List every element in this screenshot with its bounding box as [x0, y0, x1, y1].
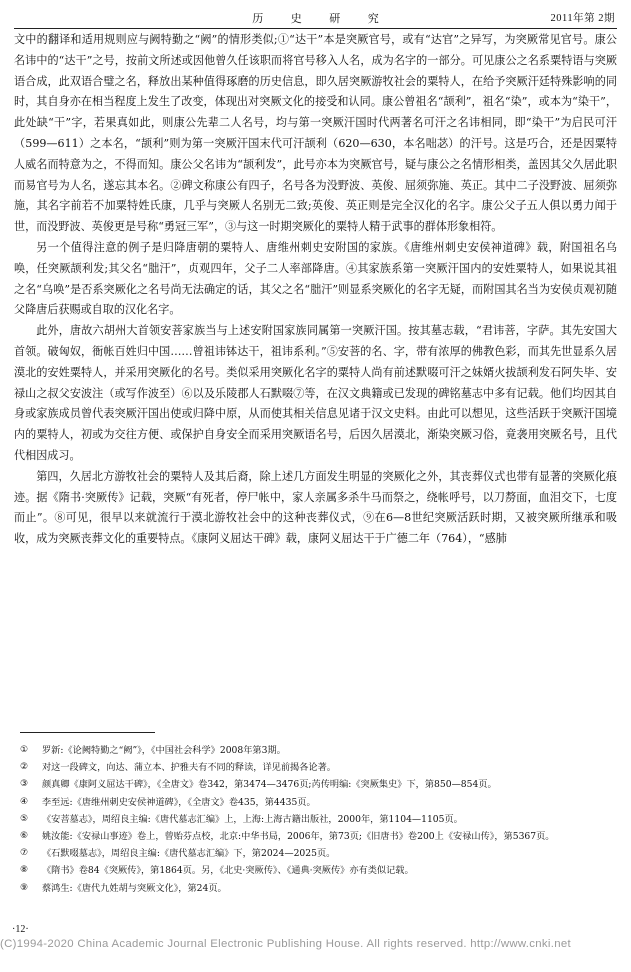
body-paragraph: 文中的翻译和适用规则应与阙特勤之“阙”的情形类似;①“达干”本是突厥官号，或有“达官”之异写，为突厥常见官号。康公名讳中的“达干”之号，按前文所述或因他曾久任该职而将官号移入人名，成为名字的一部分。可见康公之名系粟特语与突厥语合成，此双语合璧之名，释放出某种值得琢磨的历史信息，即久居突厥游牧社会的粟特人，在给予突厥汗廷特殊影响的同时，其自身亦在相当程度上发生了改变，体现出对突厥文化的接受和认同。康公曾祖名“颉利”，祖名“染”，或本为“染干”，此处缺“干”字，若果真如此，则康公先辈二人名号，均与第一突厥汗国时代两著名可汗之名讳相同，即“染干”为启民可汗（599—611）之本名，“颉利”则为第一突厥汗国末代可汗颉利（620—630，本名咄苾）的汗号。这是巧合，还是因粟特人威名而特意为之，不得而知。康公父名讳为“颉利发”，此号亦本为突厥官号，疑与康公之名情形相类，盖因其父久居此职而易官号为人名，遂忘其本名。②碑文称康公有四子，名号各为没野波、英俊、屈须弥施、英正。其中二子没野波、屈须弥施，其名字前若不加粟特姓氏康，几乎与突厥人名别无二致;英俊、英正则是完全汉化的名字。康公父子五人俱以勇力闻于世，而没野波、英俊更是号称“勇冠三军”，③与这一时期突厥化的粟特人精于武事的群体形象相符。 — [14, 33, 617, 234]
footnote-number: ⑥ — [20, 831, 29, 842]
footnote-text: 《隋书》卷84《突厥传》，第1864页。另，《北史·突厥传》、《通典·突厥传》亦有类似记载。 — [42, 865, 414, 877]
footnote-text: 颜真卿《康阿义屈达干碑》，《全唐文》卷342，第3474—3476页;芮传明编:《突厥集史》下，第850—854页。 — [42, 779, 497, 791]
footnote-number: ⑧ — [20, 865, 29, 876]
footnote — [20, 862, 613, 879]
copyright-watermark: (C)1994-2020 China Academic Journal Electronic Publishing House. All rights reserved. http://www.cnki.net — [0, 938, 571, 950]
journal-title: 历 史 研 究 — [252, 12, 391, 25]
footnote-number: ⑤ — [20, 813, 29, 824]
footnote-number: ⑦ — [20, 848, 29, 859]
footnote-number: ② — [20, 762, 29, 773]
footnote — [20, 880, 613, 897]
footnote-text: 《石默啜墓志》，周绍良主编:《唐代墓志汇编》下，第2024—2025页。 — [42, 848, 336, 860]
footnote-text: 对这一段碑文，向达、蒲立本、护雅夫有不同的释读，详见前揭各论著。 — [42, 762, 336, 774]
issue-number: 2011年第 2期 — [550, 13, 615, 24]
footnote-number: ④ — [20, 796, 29, 807]
footnote-text: 姚汝能:《安禄山事迹》卷上，曾贻芬点校，北京:中华书局，2006年，第73页;《旧唐书》卷200上《安禄山传》，第5367页。 — [42, 831, 555, 843]
footnote-text: 蔡鸿生:《唐代九姓胡与突厥文化》，第24页。 — [42, 882, 227, 894]
footnote — [20, 742, 613, 759]
footnotes — [20, 742, 613, 897]
footnote — [20, 828, 613, 845]
footnote-divider — [20, 732, 155, 733]
footnote-text: 李至远:《唐维州刺史安侯神道碑》，《全唐文》卷435，第4435页。 — [42, 796, 316, 808]
footnote-text: 罗新:《论阙特勤之“阙”》，《中国社会科学》2008年第3期。 — [42, 745, 286, 756]
footnote-number: ⑨ — [20, 882, 29, 893]
footnote — [20, 759, 613, 776]
footnote-number: ① — [20, 745, 29, 755]
footnote-number: ③ — [20, 779, 29, 790]
footnote — [20, 776, 613, 793]
footnote — [20, 811, 613, 828]
article-body — [14, 30, 617, 550]
body-paragraph: 此外，唐故六胡州大首领安菩家族当与上述安附国家族同属第一突厥汗国。按其墓志载，“君讳菩，字萨。其先安国大首领。破匈奴，衙帐百姓归中国……曾祖讳钵达干，祖讳系利。”⑤安菩的名、字，带有浓厚的佛教色彩，而其先世显系久居漠北的安姓粟特人，并采用突厥化的名号。类似采用突厥化名字的粟特人尚有前述默啜可汗之妹婿火拔颉利发石阿失毕、安禄山之叔父安波注（或写作波至）⑥以及乐陵郡人石默啜⑦等，在汉文典籍或已发现的碑铭墓志中多有记载。他们均因其自身或家族成员曾代表突厥汗国出使或归降中原，从而使其相关信息见诸于汉文史料。由此可以想见，这些活跃于突厥汗国境内的粟特人，初或为交往方便、或保护自身安全而采用突厥语名号，后因久居漠北，渐染突厥习俗，竟袭用突厥名号，且代代相因成习。 — [14, 324, 617, 462]
running-header — [14, 8, 617, 29]
body-paragraph: 另一个值得注意的例子是归降唐朝的粟特人、唐维州刺史安附国的家族。《唐维州刺史安侯神道碑》载，附国祖名乌唤，任突厥颉利发;其父名“朏汗”，贞观四年，父子二人率部降唐。④其家族系第一突厥汗国内的安姓粟特人，如果说其祖之名“乌唤”是否系突厥化之名号尚无法确定的话，其父之名“朏汗”则显系突厥化的名字无疑，而附国其名当为安侯贞观初随父降唐后获赐或自取的汉化名字。 — [14, 240, 617, 317]
footnote — [20, 794, 613, 811]
page-number: ·12· — [12, 924, 29, 935]
body-paragraph: 第四，久居北方游牧社会的粟特人及其后裔，除上述几方面发生明显的突厥化之外，其丧葬仪式也带有显著的突厥化痕迹。据《隋书·突厥传》记载，突厥“有死者，停尸帐中，家人亲属多杀牛马而祭之，绕帐呼号，以刀剺面，血泪交下，七度而止”。⑧可见，很早以来就流行于漠北游牧社会中的这种丧葬仪式，⑨在6—8世纪突厥活跃时期，又被突厥所继承和吸收，成为突厥丧葬文化的重要特点。《康阿义屈达干碑》载，康阿义屈达干于广德二年（764），“感肺 — [14, 469, 617, 546]
footnote — [20, 845, 613, 862]
footnote-text: 《安菩墓志》，周绍良主编:《唐代墓志汇编》上，上海:上海古籍出版社，2000年，第1104—1105页。 — [42, 813, 463, 825]
